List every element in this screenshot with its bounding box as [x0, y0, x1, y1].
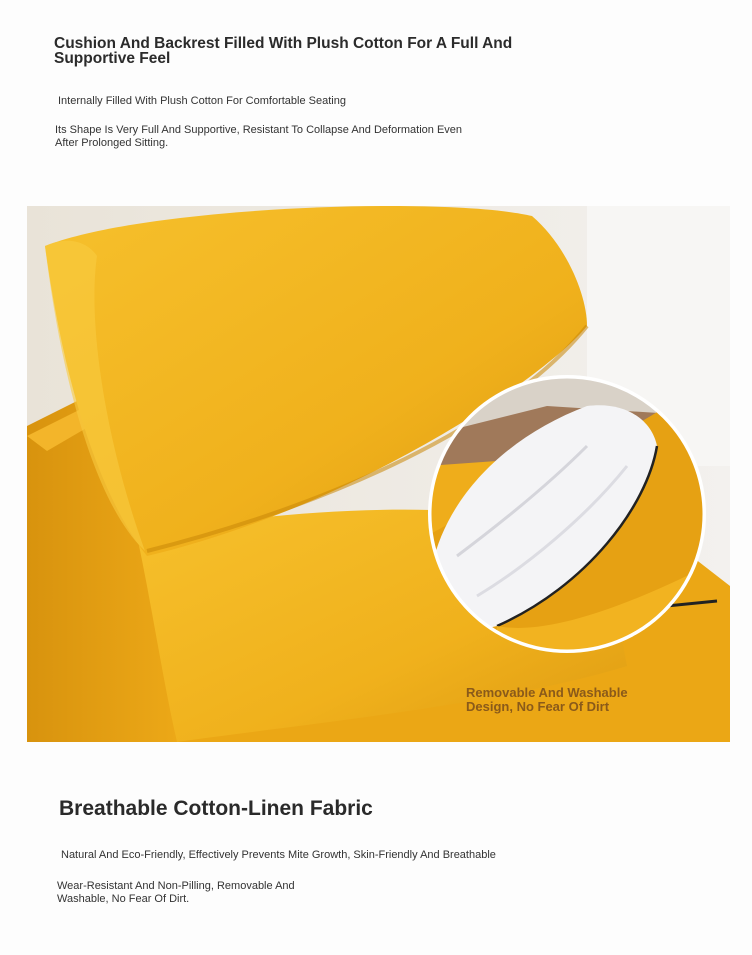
section-title-fabric: Breathable Cotton-Linen Fabric [59, 797, 373, 820]
section-title-cushion: Cushion And Backrest Filled With Plush Cotton For A Full And Supportive Feel [54, 35, 513, 67]
chair-illustration [27, 206, 730, 742]
fabric-description-line2: Wear-Resistant And Non-Pilling, Removable And Washable, No Fear Of Dirt. [57, 880, 295, 905]
cushion-description-line2: Its Shape Is Very Full And Supportive, Resistant To Collapse And Deformation Even After Prolonged Sitting. [55, 124, 463, 149]
cushion-description-line1: Internally Filled With Plush Cotton For Comfortable Seating [58, 95, 346, 107]
fabric-description-line1: Natural And Eco-Friendly, Effectively Prevents Mite Growth, Skin-Friendly And Breathable [61, 849, 496, 861]
removable-design-caption: Removable And Washable Design, No Fear Of Dirt [466, 685, 628, 714]
product-image-chair-cushion [27, 206, 730, 742]
